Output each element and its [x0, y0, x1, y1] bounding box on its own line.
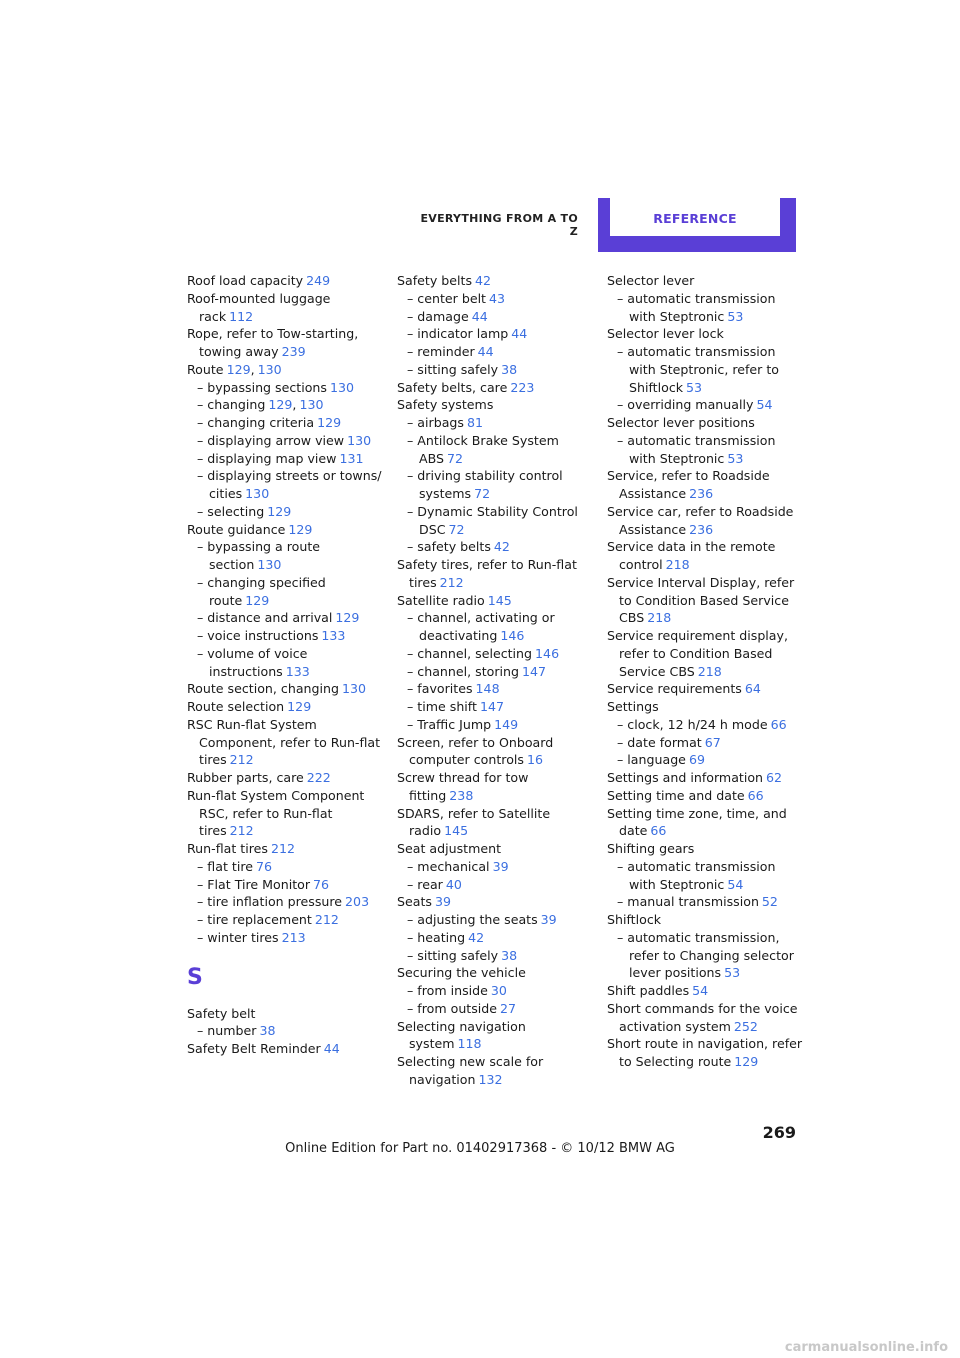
page-link[interactable]: 129	[287, 699, 312, 714]
index-subentry	[607, 929, 803, 982]
index-term: – damage	[407, 308, 469, 324]
index-entry	[187, 361, 383, 379]
index-subentry	[397, 1000, 593, 1018]
page-link[interactable]: 145	[444, 823, 469, 839]
index-term: – from outside	[407, 1000, 498, 1016]
page-link[interactable]: 129	[245, 592, 270, 608]
index-term: – displaying arrow view	[197, 432, 345, 448]
index-term: – flat tire	[197, 858, 253, 874]
index-term: Selector lever positions	[607, 415, 755, 430]
index-letter-heading: S	[187, 964, 203, 990]
index-entry	[397, 769, 593, 805]
index-term: – bypassing sections	[197, 379, 327, 395]
index-subentry	[397, 325, 593, 343]
page-link[interactable]: 218	[665, 557, 690, 572]
index-subentry	[397, 858, 593, 876]
index-term: – channel, storing	[407, 663, 519, 679]
index-subentry	[397, 609, 593, 645]
index-term: – volume of voice instructions	[197, 645, 308, 679]
index-subentry	[397, 947, 593, 965]
index-term: Short route in navigation, refer to Selecting route	[607, 1036, 803, 1069]
index-term: Seats	[397, 894, 432, 910]
index-term: Settings	[607, 699, 659, 714]
index-term: – airbags	[407, 415, 464, 430]
page-link[interactable]: 129	[288, 521, 313, 537]
page-link[interactable]: 129	[268, 397, 293, 413]
page-link[interactable]: 212	[270, 841, 295, 856]
index-entry	[187, 716, 383, 769]
page-link[interactable]: 39	[492, 858, 509, 874]
page-link[interactable]: 42	[475, 273, 492, 288]
index-term: – changing specified route	[197, 574, 326, 608]
index-subentry	[397, 467, 593, 503]
page-link[interactable]: 66	[747, 787, 764, 803]
index-term: – safety belts	[407, 539, 491, 555]
page-link[interactable]: 213	[281, 929, 306, 945]
index-entry	[187, 698, 383, 716]
index-term: – sitting safely	[407, 361, 499, 377]
index-term: Safety belts	[397, 273, 473, 288]
index-subentry	[607, 290, 803, 326]
page-link[interactable]: 129	[335, 610, 360, 626]
index-term: Shiftlock	[607, 912, 662, 927]
index-entry	[607, 325, 803, 343]
page-link[interactable]: 118	[457, 1036, 482, 1052]
index-term: Service requirements	[607, 681, 742, 697]
index-subentry	[187, 414, 383, 432]
index-term: – displaying map view	[197, 450, 337, 466]
page-link[interactable]: 53	[727, 308, 744, 324]
page-link[interactable]: 42	[493, 539, 510, 555]
index-entry	[397, 840, 593, 858]
index-term: – date format	[617, 734, 702, 750]
index-term: Setting time and date	[607, 787, 745, 803]
index-term: Seat adjustment	[397, 841, 502, 856]
index-subentry	[187, 538, 383, 574]
index-term: Shifting gears	[607, 841, 695, 856]
index-entry	[187, 290, 383, 326]
index-subentry	[607, 751, 803, 769]
index-entry	[397, 1018, 593, 1054]
page-link[interactable]: 69	[688, 752, 705, 768]
index-term: – number	[197, 1023, 257, 1039]
index-term: – reminder	[407, 344, 475, 359]
index-entry	[607, 787, 803, 805]
page-link[interactable]: 236	[689, 521, 714, 537]
index-entry	[397, 556, 593, 592]
index-subentry	[187, 645, 383, 681]
index-term: Rubber parts, care	[187, 770, 304, 785]
index-subentry	[397, 290, 593, 308]
index-term: – center belt	[407, 290, 486, 306]
reference-tab-label: REFERENCE	[653, 211, 737, 226]
index-term: – automatic transmission, refer to Changing selector lever positions	[617, 929, 794, 981]
index-term: – clock, 12 h/24 h mode	[617, 716, 768, 732]
page-link[interactable]: 130	[342, 681, 367, 697]
index-term: Rope, refer to Tow-starting, towing away	[187, 326, 359, 359]
index-entry	[607, 272, 803, 290]
page-link[interactable]: 54	[692, 983, 709, 998]
index-subentry	[187, 503, 383, 521]
index-entry	[397, 396, 593, 414]
index-entry	[607, 414, 803, 432]
page-link[interactable]: 212	[439, 574, 464, 590]
index-subentry	[397, 680, 593, 698]
page-link[interactable]: 112	[229, 308, 254, 324]
index-subentry	[397, 982, 593, 1000]
index-term: – indicator lamp	[407, 326, 509, 342]
page-link[interactable]: 131	[339, 450, 364, 466]
index-subentry	[187, 396, 383, 414]
page-link[interactable]: 76	[313, 876, 330, 892]
page-link[interactable]: 148	[475, 681, 500, 697]
page-link[interactable]: 44	[477, 344, 494, 359]
page-link[interactable]: 130	[257, 361, 282, 377]
page-link[interactable]: 145	[487, 592, 512, 608]
index-subentry	[187, 609, 383, 627]
page-link[interactable]: 66	[770, 716, 787, 732]
index-subentry	[607, 396, 803, 414]
index-term: – distance and arrival	[197, 610, 333, 626]
page-link[interactable]: 38	[259, 1023, 276, 1039]
index-term: – time shift	[407, 699, 477, 714]
index-term: Settings and information	[607, 770, 764, 785]
index-subentry	[397, 414, 593, 432]
index-entry	[607, 911, 803, 929]
page-link[interactable]: 130	[245, 486, 270, 501]
index-term: – rear	[407, 876, 443, 892]
page-link[interactable]: 52	[761, 894, 778, 910]
index-subentry	[397, 538, 593, 556]
index-subentry	[397, 716, 593, 734]
index-term: – overriding manually	[617, 397, 754, 413]
index-term: – tire inflation pressure	[197, 894, 343, 910]
page-link[interactable]: 39	[540, 912, 557, 927]
index-entry	[607, 574, 803, 627]
index-entry	[607, 467, 803, 503]
index-term: Satellite radio	[397, 592, 485, 608]
page-link[interactable]: 64	[744, 681, 761, 697]
index-term: – favorites	[407, 681, 473, 697]
page-link[interactable]: 133	[285, 663, 310, 679]
page-link[interactable]: 239	[281, 344, 306, 359]
index-entry	[187, 840, 383, 858]
index-term: Shift paddles	[607, 983, 690, 998]
page-link[interactable]: 40	[445, 876, 462, 892]
index-subentry	[397, 343, 593, 361]
index-entry	[607, 840, 803, 858]
index-entry	[397, 734, 593, 770]
index-subentry	[187, 858, 383, 876]
index-term: – voice instructions	[197, 628, 319, 643]
index-term: Run-flat System Component RSC, refer to Run-flat tires	[187, 787, 365, 839]
index-subentry	[397, 911, 593, 929]
page-link[interactable]: 44	[323, 1041, 340, 1056]
index-term: – mechanical	[407, 858, 490, 874]
index-term: Safety belt	[187, 1005, 256, 1021]
index-entry	[187, 769, 383, 787]
index-entry	[607, 1035, 803, 1071]
index-subentry	[187, 911, 383, 929]
index-entry	[187, 1040, 383, 1058]
index-term: Service, refer to Roadside Assistance	[607, 468, 770, 501]
index-term: – language	[617, 752, 686, 768]
page-link[interactable]: 72	[474, 486, 491, 501]
index-term: – changing criteria	[197, 415, 315, 430]
page-link[interactable]: 249	[306, 273, 331, 288]
page-link[interactable]: 16	[526, 752, 543, 768]
index-term: – displaying streets or towns/ cities	[197, 468, 382, 501]
index-subentry	[607, 893, 803, 911]
index-subentry	[397, 929, 593, 947]
page-link[interactable]: 66	[650, 823, 667, 839]
page-link[interactable]: 147	[479, 699, 504, 714]
page-link[interactable]: 72	[447, 450, 464, 466]
index-term: Route selection	[187, 699, 285, 714]
page-link[interactable]: 223	[510, 379, 535, 395]
index-term: – automatic transmission with Steptronic	[617, 858, 776, 892]
index-term: – automatic transmission with Steptronic	[617, 290, 776, 324]
page-separator: ,	[250, 361, 255, 377]
index-subentry	[187, 467, 383, 503]
index-entry	[187, 680, 383, 698]
index-entry	[397, 379, 593, 397]
page-link[interactable]: 146	[535, 645, 560, 661]
index-column-1	[187, 272, 383, 1058]
index-subentry	[187, 432, 383, 450]
index-term: Route section, changing	[187, 681, 339, 697]
index-term: Route	[187, 361, 224, 377]
index-term: – Dynamic Stability Control DSC	[407, 503, 578, 537]
index-term: – Traffic Jump	[407, 716, 492, 732]
page-link[interactable]: 44	[471, 308, 488, 324]
index-term: Safety Belt Reminder	[187, 1041, 321, 1056]
page-link[interactable]: 53	[724, 965, 741, 981]
page-link[interactable]: 43	[489, 290, 506, 306]
index-term: – winter tires	[197, 929, 279, 945]
index-subentry	[187, 1022, 383, 1040]
page-link[interactable]: 72	[448, 521, 465, 537]
index-term: Run-flat tires	[187, 841, 268, 856]
index-subentry	[187, 574, 383, 610]
index-term: – from inside	[407, 983, 488, 998]
page-link[interactable]: 130	[329, 379, 355, 395]
index-term: Selecting new scale for navigation	[397, 1054, 544, 1087]
page-link[interactable]: 129	[734, 1054, 759, 1069]
index-term: Selecting navigation system	[397, 1018, 526, 1052]
index-entry	[607, 503, 803, 539]
index-term: Setting time zone, time, and date	[607, 805, 787, 839]
index-entry	[607, 627, 803, 680]
index-term: Roof load capacity	[187, 273, 304, 288]
page-link[interactable]: 53	[727, 450, 744, 466]
index-subentry	[397, 432, 593, 468]
index-subentry	[607, 432, 803, 468]
index-subentry	[607, 343, 803, 396]
page-link[interactable]: 53	[686, 379, 703, 395]
index-subentry	[187, 876, 383, 894]
page-link[interactable]: 38	[501, 947, 518, 963]
index-term: Short commands for the voice activation system	[607, 1000, 798, 1034]
index-term: – selecting	[197, 503, 265, 519]
index-subentry	[607, 858, 803, 894]
page-link[interactable]: 149	[494, 716, 519, 732]
index-term: – channel, activating or deactivating	[407, 610, 555, 643]
index-term: Selector lever	[607, 273, 695, 288]
index-entry	[397, 964, 593, 982]
page-link[interactable]: 212	[229, 752, 254, 768]
index-term: – manual transmission	[617, 894, 759, 910]
index-subentry	[397, 698, 593, 716]
index-entry	[187, 272, 383, 290]
index-term: – Flat Tire Monitor	[197, 876, 311, 892]
index-subentry	[187, 893, 383, 911]
reference-tab-inner	[610, 198, 780, 236]
page-link[interactable]: 238	[449, 787, 474, 803]
index-term: Route guidance	[187, 521, 286, 537]
index-term: Screen, refer to Onboard computer controls	[397, 734, 554, 768]
index-entry	[607, 982, 803, 1000]
page-link[interactable]: 212	[229, 823, 254, 839]
page-link[interactable]: 27	[500, 1000, 517, 1016]
index-entry	[607, 1000, 803, 1036]
index-term: Service requirement display, refer to Condition Based Service CBS	[607, 628, 788, 679]
index-entry	[607, 698, 803, 716]
page-link[interactable]: 147	[522, 663, 547, 679]
page-link[interactable]: 130	[299, 397, 324, 413]
index-term: Service car, refer to Roadside Assistance	[607, 503, 794, 537]
index-term: – driving stability control systems	[407, 468, 563, 501]
index-entry	[397, 592, 593, 610]
page-link[interactable]: 212	[314, 912, 339, 927]
index-subentry	[607, 716, 803, 734]
index-column-2	[397, 272, 593, 1089]
index-entry	[397, 272, 593, 290]
page-link[interactable]: 67	[704, 734, 721, 750]
index-subentry	[187, 379, 383, 397]
index-term: Service data in the remote control	[607, 539, 776, 572]
index-entry	[187, 787, 383, 840]
index-subentry	[397, 876, 593, 894]
index-term: Securing the vehicle	[397, 965, 526, 981]
page-link[interactable]: 236	[689, 486, 714, 501]
watermark: carmanualsonline.info	[784, 1340, 948, 1355]
page-link[interactable]: 133	[321, 628, 346, 643]
page-link[interactable]: 130	[347, 432, 372, 448]
page-link[interactable]: 76	[255, 858, 273, 874]
index-entry	[607, 680, 803, 698]
page-link[interactable]: 39	[434, 894, 451, 910]
page-link[interactable]: 42	[468, 929, 485, 945]
index-term: – channel, selecting	[407, 645, 533, 661]
index-term: – tire replacement	[197, 912, 312, 927]
page-link[interactable]: 252	[733, 1018, 758, 1034]
index-subentry	[187, 929, 383, 947]
index-subentry	[187, 627, 383, 645]
page-link[interactable]: 222	[306, 770, 331, 785]
index-term: – automatic transmission with Steptronic	[617, 432, 776, 466]
index-entry	[397, 893, 593, 911]
reference-tab	[598, 198, 796, 252]
index-term: Service Interval Display, refer to Condition Based Service CBS	[607, 574, 795, 626]
index-term: – adjusting the seats	[407, 912, 538, 927]
index-term: RSC Run-flat System Component, refer to Run-flat tires	[187, 716, 381, 768]
index-subentry	[397, 663, 593, 681]
page-link[interactable]: 30	[490, 983, 507, 998]
index-subentry	[397, 361, 593, 379]
index-entry	[607, 805, 803, 841]
index-subentry	[187, 450, 383, 468]
index-term: – Antilock Brake System ABS	[407, 432, 559, 466]
index-column-3	[607, 272, 803, 1071]
page-link[interactable]: 54	[756, 397, 773, 413]
page-link[interactable]: 44	[511, 326, 528, 342]
index-subentry	[397, 503, 593, 539]
page-link[interactable]: 62	[766, 770, 783, 785]
page-link[interactable]: 129	[267, 503, 292, 519]
page-link[interactable]: 218	[647, 610, 672, 626]
index-term: Safety tires, refer to Run-flat tires	[397, 557, 577, 590]
index-entry	[187, 1005, 383, 1023]
index-subentry	[607, 734, 803, 752]
index-entry	[187, 325, 383, 361]
index-entry	[397, 805, 593, 841]
page-link[interactable]: 218	[697, 663, 722, 679]
page-link[interactable]: 132	[478, 1071, 503, 1087]
page-link[interactable]: 129	[317, 415, 342, 430]
page-link[interactable]: 130	[257, 557, 282, 572]
page-link[interactable]: 81	[466, 415, 483, 430]
page-link[interactable]: 203	[345, 894, 370, 910]
index-term: Screw thread for tow fitting	[397, 770, 529, 803]
index-entry	[187, 521, 383, 539]
index-term: Selector lever lock	[607, 326, 724, 342]
index-subentry	[397, 645, 593, 663]
page-link[interactable]: 146	[500, 628, 525, 643]
index-entry	[607, 769, 803, 787]
index-subentry	[397, 308, 593, 326]
page-separator: ,	[292, 397, 297, 413]
index-entry	[397, 1053, 593, 1089]
page-link[interactable]: 129	[226, 361, 251, 377]
index-term: Roof-mounted luggage rack	[187, 290, 331, 324]
index-term: – automatic transmission with Steptronic, refer to Shiftlock	[617, 344, 780, 395]
page-link[interactable]: 38	[501, 361, 518, 377]
index-term: – bypassing a route section	[197, 539, 321, 572]
page-number: 269	[762, 1123, 796, 1142]
index-term: – heating	[407, 929, 466, 945]
index-entry	[607, 538, 803, 574]
index-term: – changing	[197, 397, 266, 413]
footer-text: Online Edition for Part no. 01402917368 - © 10/12 BMW AG	[285, 1141, 675, 1156]
index-term: Safety belts, care	[397, 379, 508, 395]
index-term: Safety systems	[397, 397, 494, 413]
section-title: EVERYTHING FROM A TO Z	[420, 212, 578, 238]
index-term: – sitting safely	[407, 947, 499, 963]
index-term: SDARS, refer to Satellite radio	[397, 805, 551, 839]
page-link[interactable]: 54	[727, 876, 744, 892]
